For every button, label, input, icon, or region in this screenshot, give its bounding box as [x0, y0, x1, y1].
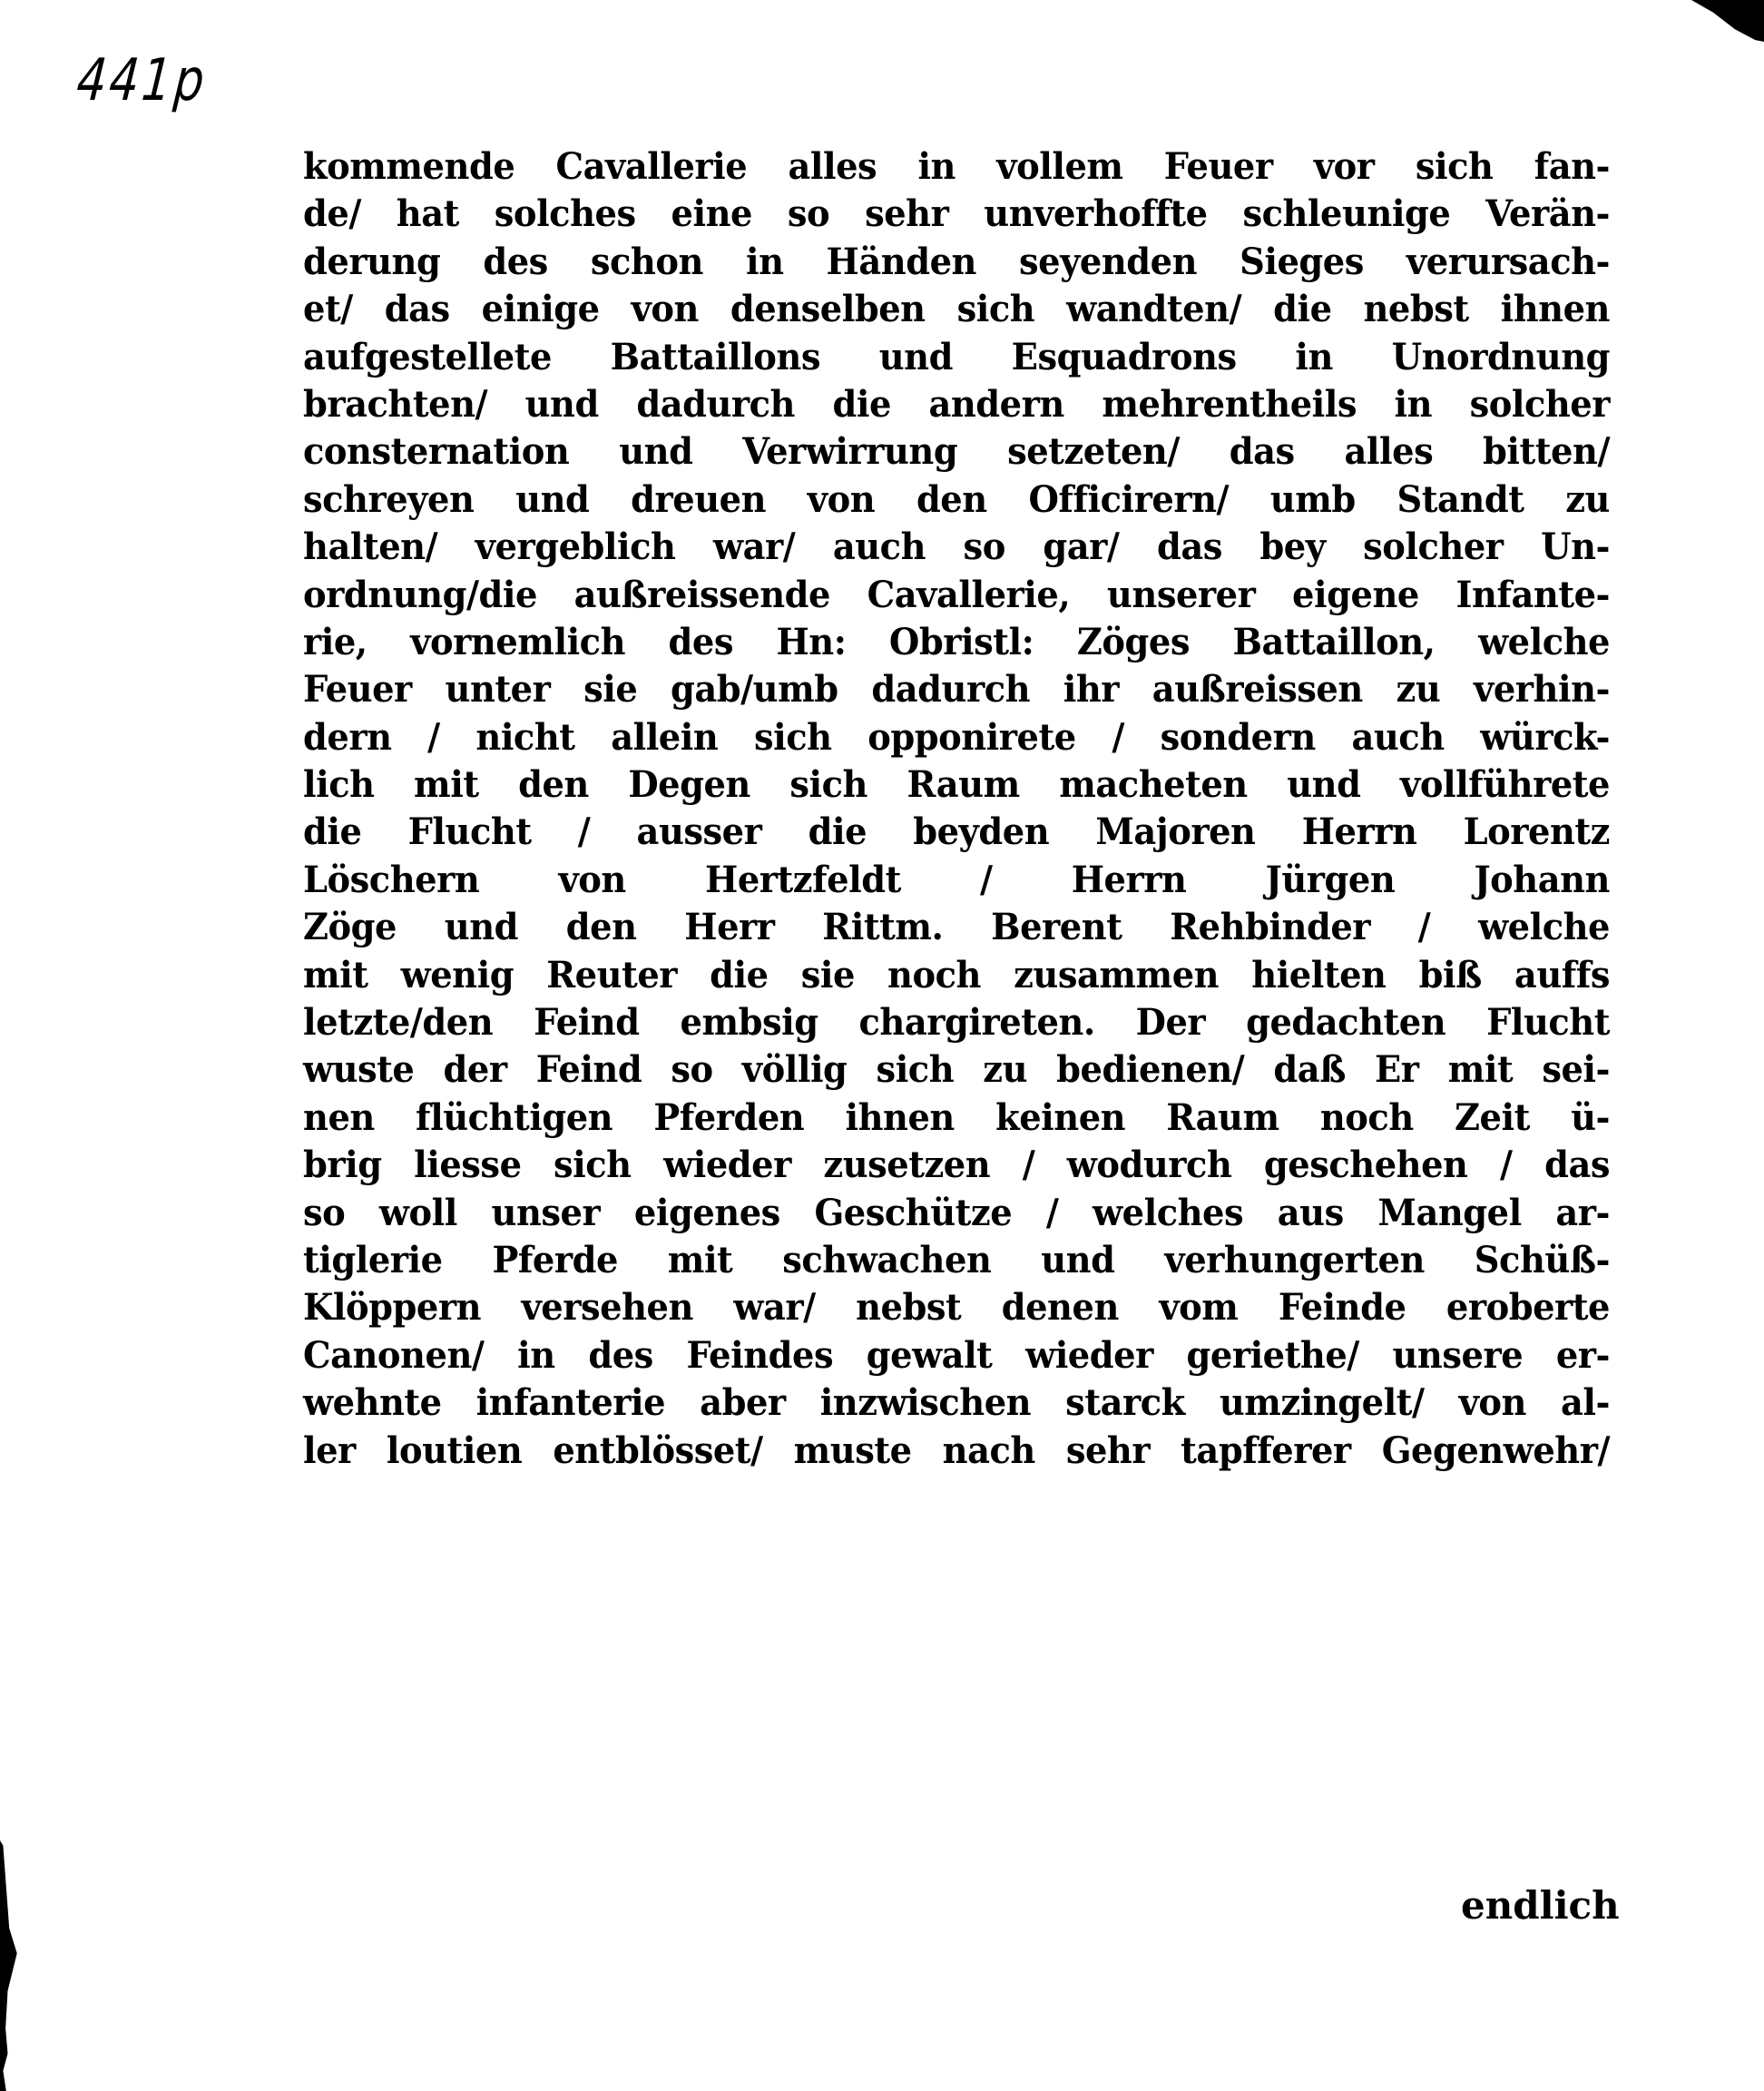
text-line: derung des schon in Händen seyenden Sieges verursach-: [303, 240, 1610, 283]
text-line: de/ hat solches eine so sehr unverhoffte schleunige Verän-: [303, 192, 1610, 236]
text-line: aufgestellete Battaillons und Esquadrons in Unordnung: [303, 335, 1610, 378]
text-line: et/ das einige von denselben sich wandten/ die nebst ihnen: [303, 288, 1610, 331]
text-line: rie, vornemlich des Hn: Obristl: Zöges Battaillon, welche: [303, 620, 1610, 663]
text-line: dern / nicht allein sich opponirete / sondern auch würck-: [303, 715, 1610, 759]
handwritten-folio-number: 441p: [74, 47, 211, 114]
text-line: nen flüchtigen Pferden ihnen keinen Raum noch Zeit ü-: [303, 1095, 1610, 1139]
text-line: ler loutien entblösset/ muste nach sehr tapfferer Gegenwehr/: [303, 1428, 1610, 1472]
text-line: Zöge und den Herr Rittm. Berent Rehbinder / welche: [303, 906, 1610, 949]
text-line: wuste der Feind so völlig sich zu bedienen/ daß Er mit sei-: [303, 1048, 1610, 1092]
text-line: Feuer unter sie gab/umb dadurch ihr außreissen zu verhin-: [303, 668, 1610, 712]
text-line: wehnte infanterie aber inzwischen starck umzingelt/ von al-: [303, 1381, 1610, 1425]
text-line: die Flucht / ausser die beyden Majoren Herrn Lorentz: [303, 810, 1610, 854]
text-line: Canonen/ in des Feindes gewalt wieder geriethe/ unsere er-: [303, 1333, 1610, 1377]
scan-shadow-top-right: [1691, 0, 1764, 42]
text-line: brachten/ und dadurch die andern mehrentheils in solcher: [303, 382, 1610, 426]
text-line: ordnung/die außreissende Cavallerie, unserer eigene Infante-: [303, 573, 1610, 616]
text-line: letzte/den Feind embsig chargireten. Der gedachten Flucht: [303, 1001, 1610, 1045]
text-line: brig liesse sich wieder zusetzen / wodurch geschehen / das: [303, 1144, 1610, 1187]
body-text: [303, 143, 1610, 1475]
text-line: tiglerie Pferde mit schwachen und verhungerten Schüß-: [303, 1238, 1610, 1281]
text-line: halten/ vergeblich war/ auch so gar/ das bey solcher Un-: [303, 525, 1610, 569]
text-line: Klöppern versehen war/ nebst denen vom Feinde eroberte: [303, 1286, 1610, 1330]
scan-shadow-left-edge: [0, 1841, 31, 2091]
text-line: lich mit den Degen sich Raum macheten und vollführete: [303, 763, 1610, 807]
catchword: endlich: [1461, 1883, 1620, 1928]
text-line: consternation und Verwirrung setzeten/ das alles bitten/: [303, 430, 1610, 474]
text-line: mit wenig Reuter die sie noch zusammen hielten biß auffs: [303, 953, 1610, 996]
text-line: kommende Cavallerie alles in vollem Feuer vor sich fan-: [303, 145, 1610, 188]
text-line: Löschern von Hertzfeldt / Herrn Jürgen Johann: [303, 858, 1610, 901]
text-line: so woll unser eigenes Geschütze / welches aus Mangel ar-: [303, 1191, 1610, 1234]
text-line: schreyen und dreuen von den Officirern/ umb Standt zu: [303, 477, 1610, 521]
